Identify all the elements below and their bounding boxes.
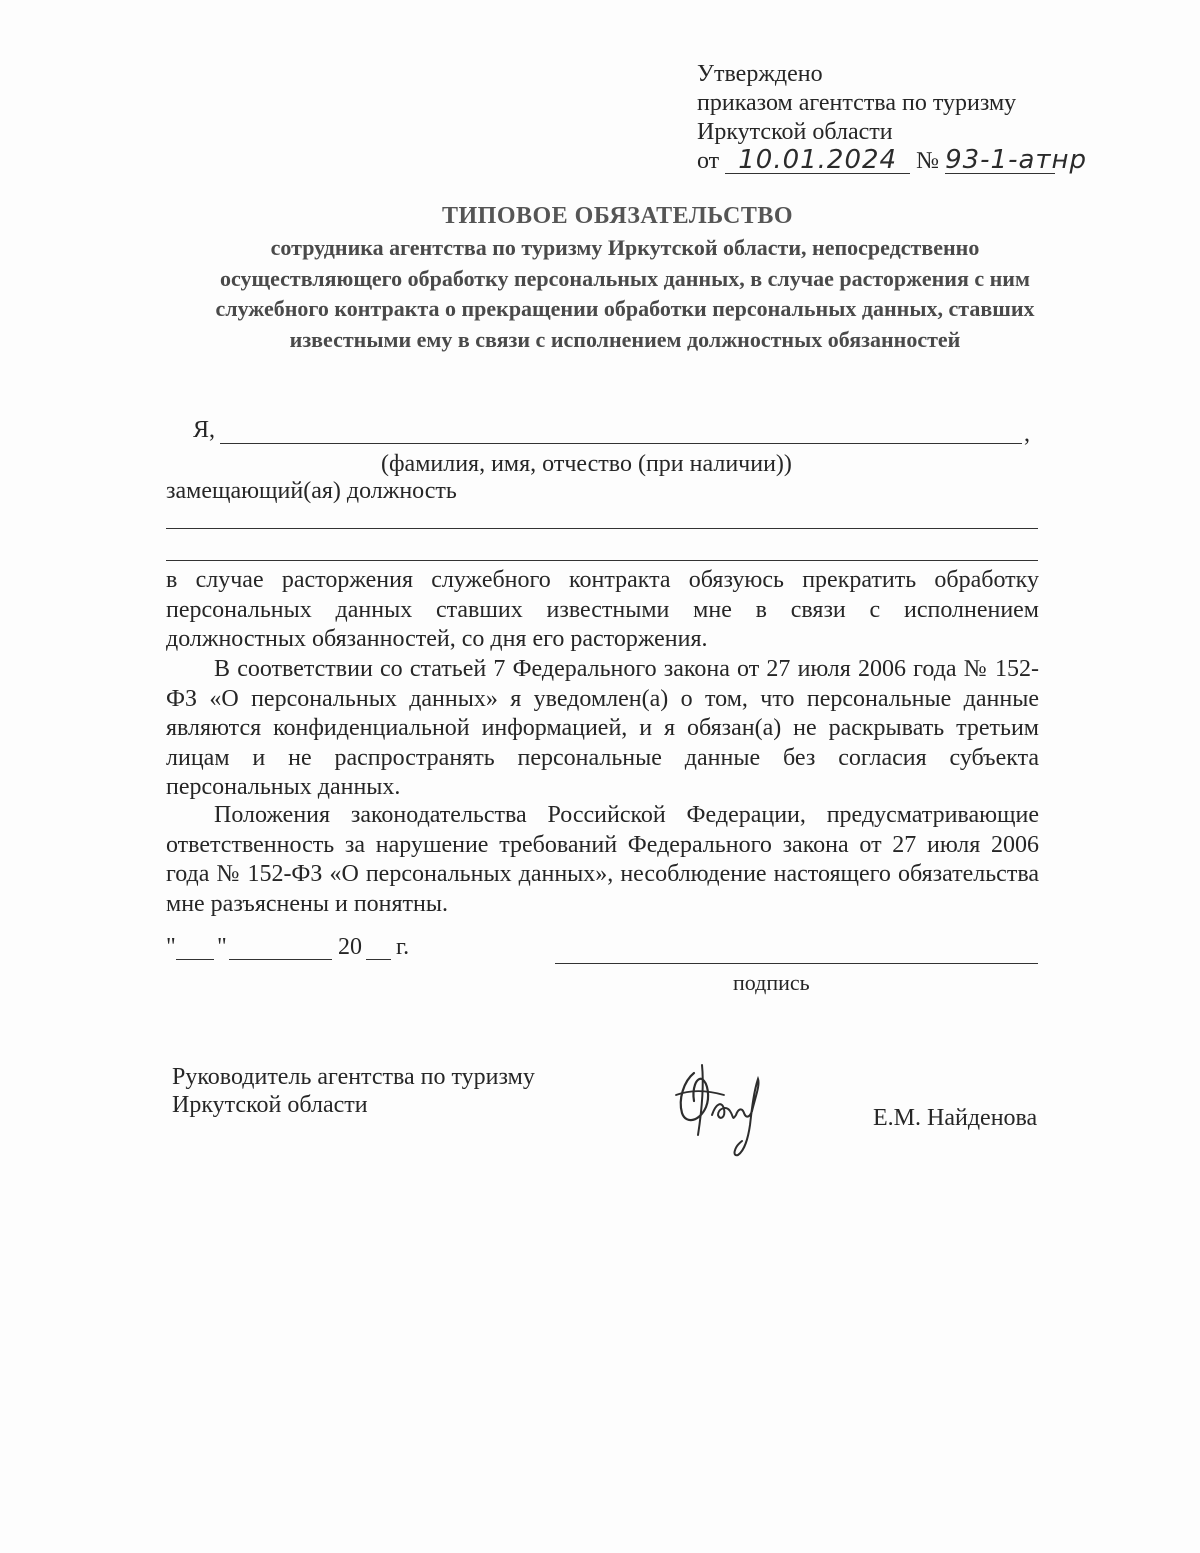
- approval-number: 93-1-атнр: [945, 145, 1088, 175]
- name-fill-line: [220, 443, 1022, 444]
- year-prefix: 20: [338, 934, 362, 960]
- approval-date: 10.01.2024: [725, 147, 910, 174]
- name-caption: (фамилия, имя, отчество (при наличии)): [381, 451, 792, 477]
- year-fill-line: [366, 959, 391, 960]
- number-label: №: [916, 148, 940, 174]
- position-label: замещающий(ая) должность: [166, 478, 457, 504]
- approval-line-2: приказом агентства по туризму: [697, 90, 1017, 116]
- year-suffix: г.: [396, 934, 410, 960]
- approval-line-1: Утверждено: [697, 61, 823, 87]
- document-title: ТИПОВОЕ ОБЯЗАТЕЛЬСТВО: [441, 203, 794, 229]
- signer-title-line-1: Руководитель агентства по туризму: [172, 1064, 535, 1090]
- day-fill-line: [176, 959, 214, 960]
- month-fill-line: [229, 959, 332, 960]
- paragraph-1: в случае расторжения служебного контракта обязуюсь прекратить обработку персональных данных ставших известными мне в связи с исполнением должностных обязанностей, со дня его расторжения.: [166, 567, 1039, 652]
- handwritten-signature: [672, 1055, 782, 1160]
- date-quote-close: ": [217, 934, 227, 960]
- paragraph-2: В соответствии со статьей 7 Федерального закона от 27 июля 2006 года № 152-ФЗ «О персональных данных» я уведомлен(а) о том, что персональные данные являются конфиденциальной информацией, и я обязан(а) не раскрывать третьим лицам и не распространять персональные данные без согласия субъекта персональных данных.: [166, 656, 1039, 800]
- signature-fill-line: [555, 963, 1038, 964]
- approval-date-line: [697, 145, 1088, 176]
- approval-block: [697, 60, 1088, 176]
- signature-scribble: [672, 1055, 782, 1160]
- i-label: Я,: [193, 417, 216, 443]
- signer-title-line-2: Иркутской области: [172, 1092, 368, 1118]
- signature-caption: подпись: [733, 970, 810, 995]
- from-label: от: [697, 148, 720, 174]
- name-comma: ,: [1024, 421, 1030, 447]
- signer-name: Е.М. Найденова: [873, 1105, 1038, 1131]
- approval-line-3: Иркутской области: [697, 119, 893, 145]
- document-subtitle: сотрудника агентства по туризму Иркутской области, непосредственно осуществляющего обработку персональных данных, в случае расторжения с ним служебного контракта о прекращении обработки персональных данных, ставших известными ему в связи с исполнением должностных обязанностей: [215, 235, 1035, 352]
- date-quote-open: ": [166, 934, 176, 960]
- paragraph-3: Положения законодательства Российской Федерации, предусматривающие ответственность за нарушение требований Федерального закона от 27 июля 2006 года № 152-ФЗ «О персональных данных», несоблюдение настоящего обязательства мне разъяснены и понятны.: [166, 802, 1039, 917]
- position-fill-line-2: [166, 560, 1038, 561]
- position-fill-line-1: [166, 528, 1038, 529]
